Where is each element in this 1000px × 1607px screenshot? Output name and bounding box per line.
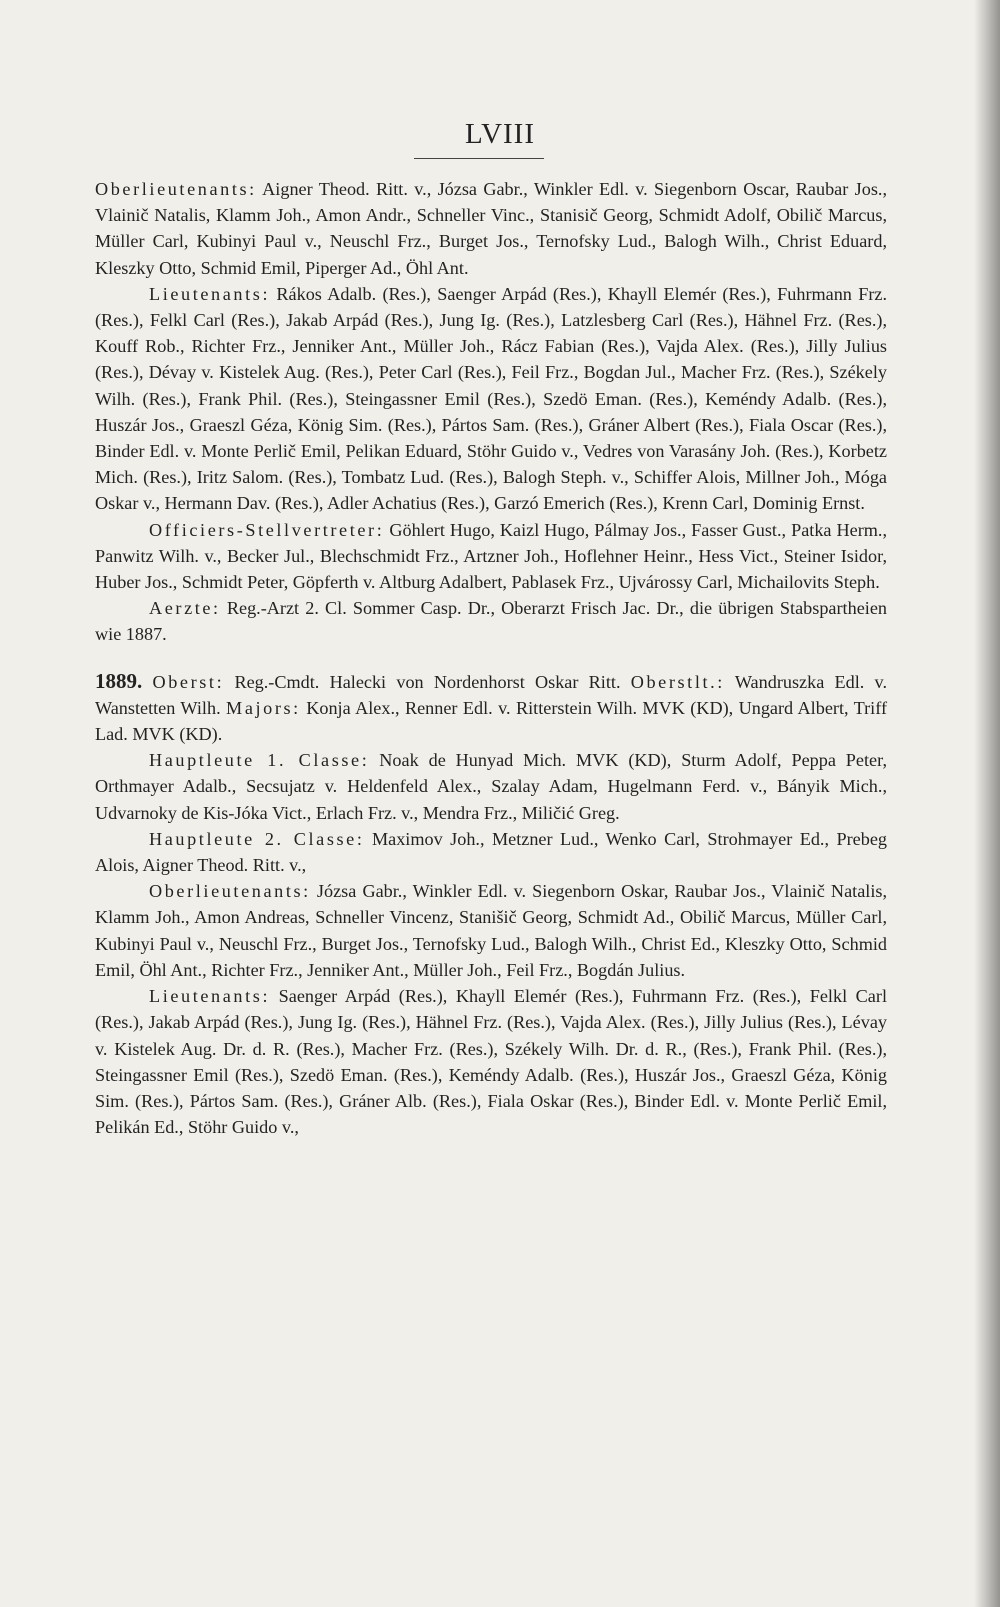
paragraph-lieutenants-1889 xyxy=(95,983,887,1140)
paragraph-text: Rákos Adalb. (Res.), Saenger Arpád (Res.), Khayll Elemér (Res.), Fuhrmann Frz. (Res.), Felkl Carl (Res.), Jakab Arpád (Res.), Jung Ig. (Res.), Latzlesberg Carl (Res.), Hähnel Frz. (Res.), Kouff Rob., Richter Frz., Jenniker Ant., Müller Joh., Rácz Fabian (Res.), Vajda Alex. (Res.), Jilly Julius (Res.), Dévay v. Kistelek Aug. (Res.), Peter Carl (Res.), Feil Frz., Bogdan Jul., Macher Frz. (Res.), Székely Wilh. (Res.), Frank Phil. (Res.), Steingassner Emil (Res.), Szedö Eman. (Res.), Keméndy Adalb. (Res.), Huszár Jos., Graeszl Géza, König Sim. (Res.), Pártos Sam. (Res.), Gráner Albert (Res.), Fiala Oscar (Res.), Binder Edl. v. Monte Perlič Emil, Pelikan Eduard, Stöhr Guido v., Vedres von Varasány Joh. (Res.), Korbetz Mich. (Res.), Iritz Salom. (Res.), Tombatz Lud. (Res.), Balogh Steph. v., Schiffer Alois, Millner Joh., Móga Oskar v., Hermann Dav. (Res.), Adler Achatius (Res.), Garzó Emerich (Res.), Krenn Carl, Dominig Ernst. xyxy=(95,283,887,514)
paragraph-aerzte xyxy=(95,595,887,647)
page-edge-shadow xyxy=(974,0,1000,1607)
year-heading: 1889. xyxy=(95,668,143,693)
rank-label: Oberlieutenants: xyxy=(149,881,311,902)
paragraph-text: Konja Alex., Renner Edl. v. Ritterstein Wilh. MVK (KD), Ungard Albert, Triff Lad. MVK (KD). xyxy=(95,697,887,745)
rank-label: Hauptleute 1. Classe: xyxy=(149,750,370,771)
paragraph-text: Wandruszka Edl. v. Wanstetten Wilh. xyxy=(95,671,888,718)
paragraph-text: Noak de Hunyad Mich. MVK (KD), Sturm Adolf, Peppa Peter, Orthmayer Adalb., Secsujatz v. Heldenfeld Alex., Szalay Adam, Hugelmann Ferd. v., Bányik Mich., Udvarnoky de Kis-Jóka Vict., Erlach Frz. v., Mendra Frz., Miličić Greg. xyxy=(95,750,887,823)
rank-label: Oberst: xyxy=(152,671,225,692)
body-text xyxy=(95,176,887,1140)
paragraph-officiers-stellvertreter xyxy=(95,517,887,596)
rank-label: Hauptleute 2. Classe: xyxy=(149,828,365,849)
paragraph-text: Reg.-Arzt 2. Cl. Sommer Casp. Dr., Oberarzt Frisch Jac. Dr., die übrigen Stabspartheien wie 1887. xyxy=(95,598,887,645)
paragraph-oberlieutenants-1888 xyxy=(95,176,887,281)
paragraph-lieutenants-1888 xyxy=(95,281,887,517)
paragraph-text: Józsa Gabr., Winkler Edl. v. Siegenborn Oskar, Raubar Jos., Vlainič Natalis, Klamm Joh., Amon Andreas, Schneller Vincenz, Stanišič Georg, Schmidt Ad., Obilič Marcus, Müller Carl, Kubinyi Paul v., Neuschl Frz., Burget Jos., Ternofsky Lud., Balogh Wilh., Christ Ed., Kleszky Otto, Schmid Emil, Öhl Ant., Richter Frz., Jenniker Ant., Müller Joh., Feil Frz., Bogdán Julius. xyxy=(95,881,887,980)
page-number: LVIII xyxy=(465,118,535,150)
paragraph-hauptleute-2 xyxy=(95,826,887,878)
paragraph-hauptleute-1 xyxy=(95,747,887,826)
rank-label: Majors: xyxy=(226,697,301,718)
paragraph-text: Aigner Theod. Ritt. v., Józsa Gabr., Winkler Edl. v. Siegenborn Oscar, Raubar Jos., Vlainič Natalis, Klamm Joh., Amon Andr., Schneller Vinc., Stanisič Georg, Schmidt Adolf, Obilič Marcus, Müller Carl, Kubinyi Paul v., Neuschl Frz., Burget Jos., Ternofsky Lud., Balogh Wilh., Christ Eduard, Kleszky Otto, Schmid Emil, Piperger Ad., Öhl Ant. xyxy=(95,179,887,278)
rank-label: Oberstlt.: xyxy=(630,671,725,692)
header-rule xyxy=(414,158,544,159)
paragraph-oberlieutenants-1889 xyxy=(95,878,887,983)
paragraph-text: Maximov Joh., Metzner Lud., Wenko Carl, Strohmayer Ed., Prebeg Alois, Aigner Theod. Ritt. v., xyxy=(95,828,887,876)
rank-label: Aerzte: xyxy=(149,598,221,619)
paragraph-text: Reg.-Cmdt. Halecki von Nordenhorst Oskar Ritt. xyxy=(224,671,621,692)
rank-label: Officiers-Stellvertreter: xyxy=(149,519,385,540)
rank-label: Lieutenants: xyxy=(149,283,271,304)
paragraph-text: Göhlert Hugo, Kaizl Hugo, Pálmay Jos., Fasser Gust., Patka Herm., Panwitz Wilh. v., Becker Jul., Blechschmidt Frz., Artzner Joh., Hoflehner Heinr., Hess Vict., Steiner Isidor, Huber Jos., Schmidt Peter, Göpferth v. Altburg Adalbert, Pablasek Frz., Ujvárossy Carl, Michailovits Steph. xyxy=(95,519,887,593)
paragraph-text: Saenger Arpád (Res.), Khayll Elemér (Res.), Fuhrmann Frz. (Res.), Felkl Carl (Res.), Jakab Arpád (Res.), Jung Ig. (Res.), Hähnel Frz. (Res.), Vajda Alex. (Res.), Jilly Julius (Res.), Lévay v. Kistelek Aug. Dr. d. R. (Res.), Macher Frz. (Res.), Székely Wilh. Dr. d. R., (Res.), Frank Phil. (Res.), Steingassner Emil (Res.), Szedö Eman. (Res.), Keméndy Adalb. (Res.), Huszár Jos., Graeszl Géza, König Sim. (Res.), Pártos Sam. (Res.), Gráner Alb. (Res.), Fiala Oskar (Res.), Binder Edl. v. Monte Perlič Emil, Pelikán Ed., Stöhr Guido v., xyxy=(95,986,887,1138)
rank-label: Lieutenants: xyxy=(149,986,271,1007)
rank-label: Oberlieutenants: xyxy=(95,179,257,199)
paragraph-year-1889 xyxy=(95,668,887,748)
